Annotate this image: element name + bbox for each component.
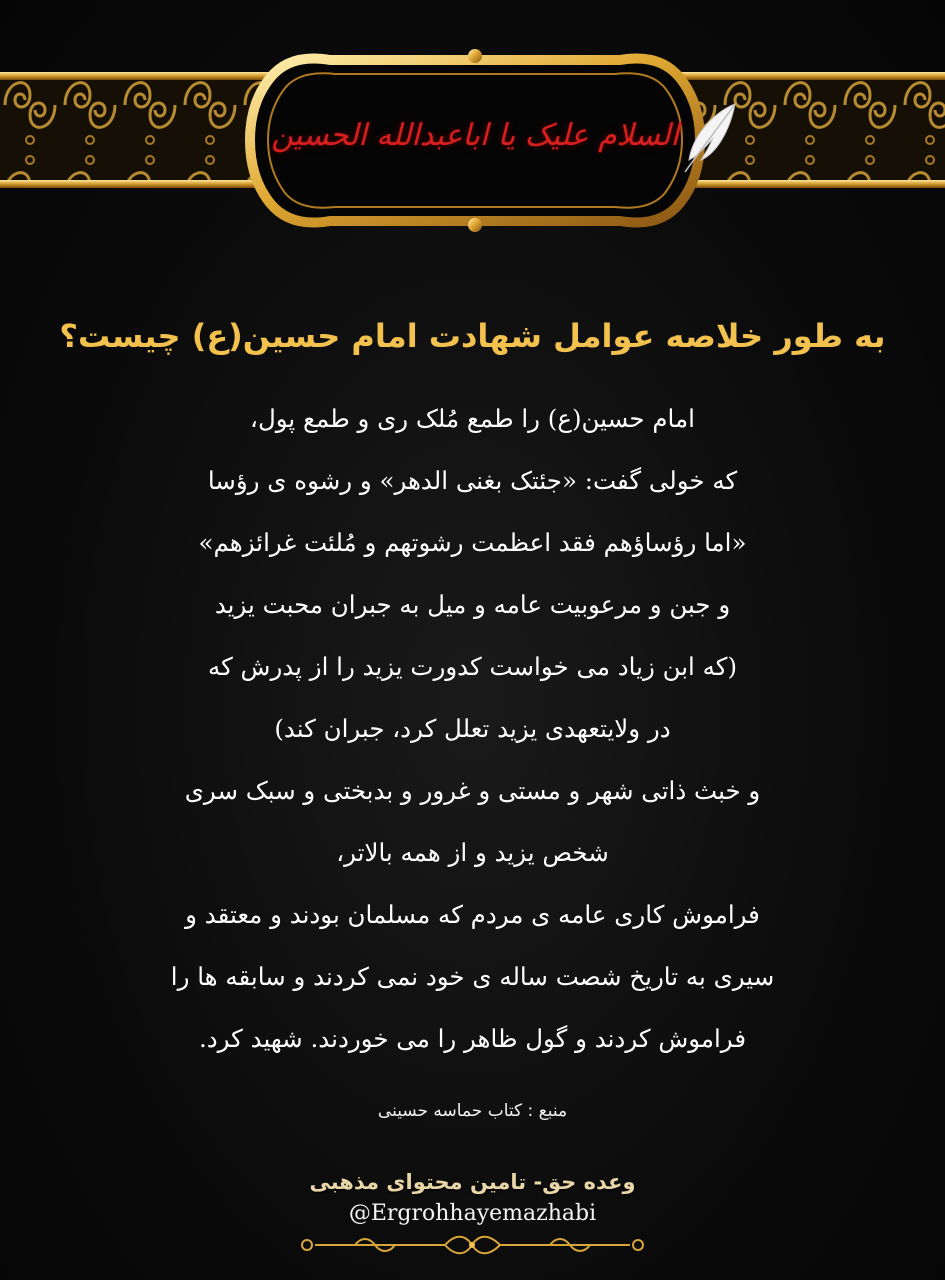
body-line: و خبث ذاتی شهر و مستی و غرور و بدبختی و سبک سری	[184, 776, 761, 805]
page-title: به طور خلاصه عوامل شهادت امام حسین(ع) چیست؟	[59, 317, 886, 355]
body-paragraph	[80, 388, 865, 1070]
body-line: که خولی گفت: «جئتک بغنی الدهر» و رشوه ی رؤسا	[207, 466, 738, 495]
body-line: فراموش کردند و گول ظاهر را می خوردند. شهید کرد.	[198, 1024, 747, 1053]
body-line: سیری به تاریخ شصت ساله ی خود نمی کردند و سابقه ها را	[170, 962, 775, 991]
source-citation: منبع : کتاب حماسه حسینی	[377, 1101, 568, 1121]
body-line: امام حسین(ع) را طمع مُلک ری و طمع پول،	[250, 404, 695, 433]
salutation-calligraphy: السلام علیک یا اباعبدالله الحسین	[271, 117, 679, 153]
body-line: در ولایتعهدی یزید تعلل کرد، جبران کند)	[274, 714, 671, 743]
feather-icon	[675, 98, 745, 178]
channel-handle: @Ergrohhayemazhabi	[348, 1201, 597, 1226]
body-line: شخص یزید و از همه بالاتر،	[336, 838, 609, 867]
brand-name: وعده حق- تامین محتوای مذهبی	[309, 1170, 636, 1194]
body-line: (که ابن زیاد می خواست کدورت یزید را از پدرش که	[207, 652, 738, 681]
body-line: فراموش کاری عامه ی مردم که مسلمان بودند و معتقد و	[185, 900, 760, 929]
body-line: «اما رؤساؤهم فقد اعظمت رشوتهم و مُلئت غرائزهم»	[198, 528, 747, 557]
body-line: و جبن و مرعوبیت عامه و میل به جبران محبت یزید	[214, 590, 731, 619]
ornament-divider-icon	[295, 1232, 650, 1258]
